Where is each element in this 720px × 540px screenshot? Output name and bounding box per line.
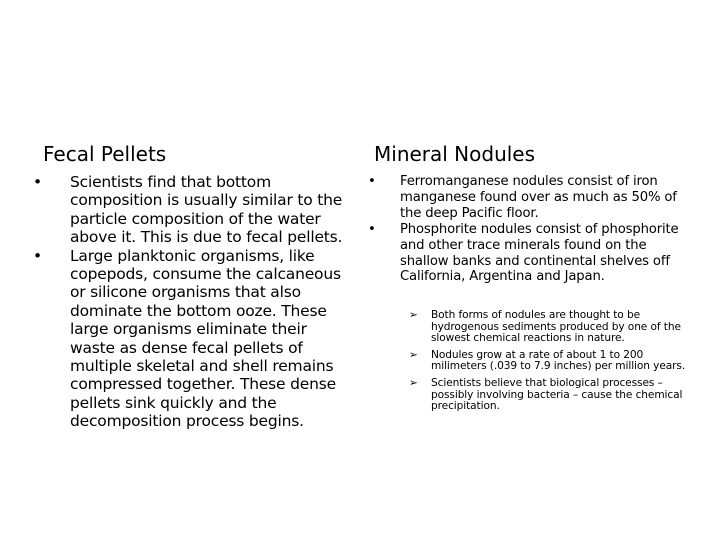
arrow-bullet-icon: ➢ [409,348,418,361]
bullet-item [368,221,690,286]
mineral-nodules-bullet-list [368,174,690,285]
bullet-text: Scientists find that bottom composition is usually similar to the particle composition of the water above it. This is due to fecal pellets. [70,173,343,247]
bullet-item [33,246,352,431]
bullet-text: Ferromanganese nodules consist of iron manganese found over as much as 50% of the deep Pacific floor. [400,174,677,221]
subbullet-item [409,376,691,413]
fecal-pellets-heading: Fecal Pellets [43,142,167,166]
bullet-text: Phosphorite nodules consist of phosphorite and other trace minerals found on the shallow banks and continental shelves off California, Argentina and Japan. [400,221,679,285]
bullet-icon: • [33,246,42,265]
arrow-bullet-icon: ➢ [409,376,418,389]
subbullet-text: Nodules grow at a rate of about 1 to 200 milimeters (.039 to 7.9 inches) per million years. [431,348,686,373]
subbullet-text: Both forms of nodules are thought to be hydrogenous sediments produced by one of the slowest chemical reactions in nature. [431,309,681,345]
mineral-nodules-heading: Mineral Nodules [374,142,536,166]
subbullet-item [409,309,691,345]
fecal-pellets-bullet-list [33,173,352,431]
subbullet-item [409,348,691,373]
mineral-nodules-subbullet-list [409,309,691,418]
bullet-icon: • [368,221,376,237]
bullet-item [368,174,690,222]
arrow-bullet-icon: ➢ [409,309,418,321]
bullet-icon: • [368,174,376,189]
bullet-text: Large planktonic organisms, like copepods, consume the calcaneous or silicone organisms that also dominate the bottom ooze. These large organisms eliminate their waste as dense fecal pellets of multiple skeletal and shell remains compressed together. These dense pellets sink quickly and the decomposition process begins. [70,246,341,431]
bullet-item [33,173,352,247]
subbullet-text: Scientists believe that biological processes – possibly involving bacteria – cause the chemical precipitation. [431,376,683,413]
bullet-icon: • [33,173,42,191]
